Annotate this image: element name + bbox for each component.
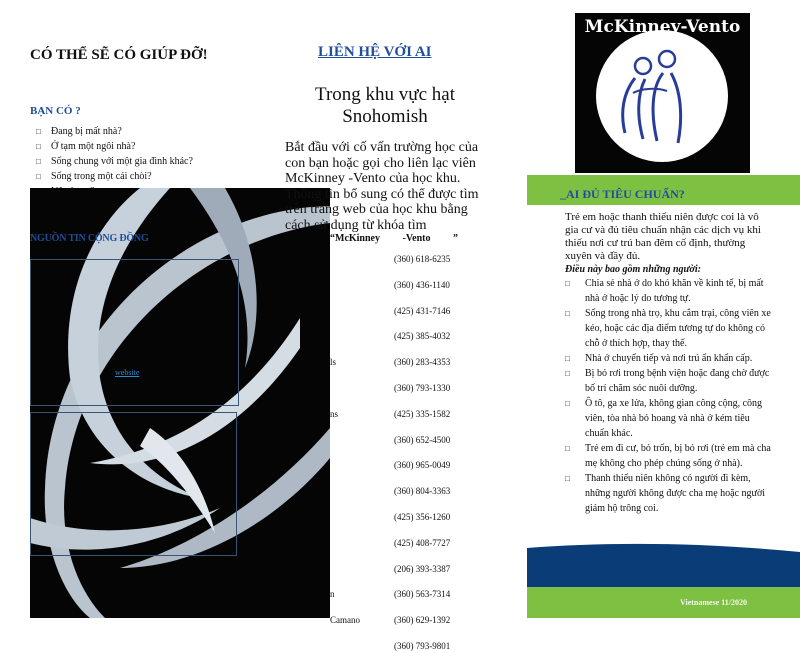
mckinney-vento-logo [575, 13, 750, 173]
footer-band [527, 587, 800, 618]
region-title: Trong khu vực hạt Snohomish [315, 84, 455, 127]
contact-row [330, 460, 460, 472]
eligibility-note: Điều này bao gồm những người: [565, 264, 701, 275]
contact-row [330, 486, 460, 498]
eligibility-heading: _AI ĐỦ TIÊU CHUẨN? [560, 187, 685, 201]
help-title: CÓ THỂ SẼ CÓ GIÚP ĐỠ! [30, 47, 208, 63]
eligibility-intro: Trẻ em hoặc thanh thiếu niên được coi là vô gia cư và đủ tiêu chuẩn nhận các dịch vụ khi thiếu nơi cư trú ban đêm cố định, thường xuyên và đầy đủ. [565, 211, 761, 262]
contact-phone: (360) 652-4500 [394, 434, 451, 445]
contact-intro: Bắt đầu với cố vấn trường học của con bạn hoặc gọi cho liên lạc viên McKinney -Vento của học khu. Thông tin bổ sung có thể được tìm trên trang web của học khu bằng cách sử dụng từ khóa tìm [285, 140, 479, 233]
contact-row [330, 357, 460, 369]
eligibility-item: □ Nhà ở chuyển tiếp và nơi trú ẩn khẩn cấp. [565, 351, 773, 366]
logo-title: McKinney-Vento [584, 17, 741, 37]
contact-phone: (360) 965-0049 [394, 460, 451, 471]
contact-phone: (360) 283-4353 [394, 357, 451, 368]
contact-name: Camano [330, 615, 360, 626]
contact-phone: (360) 436-1140 [394, 279, 450, 290]
resources-heading: NGUỒN TIN CỘNG ĐỒNG [30, 233, 149, 244]
website-link[interactable]: website [115, 368, 140, 377]
contact-row [330, 564, 460, 576]
eligibility-item: □ Trẻ em đi cư, bỏ trốn, bị bỏ rơi (trẻ em mà cha mẹ không cho phép chúng sống ở nhà). [565, 441, 773, 471]
question-item: □ Ở tạm một ngôi nhà? [36, 139, 276, 154]
contact-phone: (360) 793-1330 [394, 383, 451, 393]
contact-phone: (206) 393-3387 [394, 563, 451, 574]
contact-row [330, 615, 460, 627]
questions-heading: BẠN CÓ ? [30, 105, 81, 117]
contact-phone: (360) 793-9801 [394, 641, 451, 651]
contact-phone: (360) 563-7314 [394, 589, 451, 600]
contact-name: ls [330, 357, 337, 368]
contact-row [330, 435, 460, 447]
eligibility-list [565, 276, 773, 516]
question-item: □ Đang bị mất nhà? [36, 124, 276, 139]
question-item: □ Sống trong một cái chòi? [36, 169, 276, 184]
resource-box-2 [30, 412, 237, 556]
eligibility-item: □ Thanh thiếu niên không có người đi kèm, những người không được cha mẹ hoặc người giám hộ trông coi. [565, 471, 773, 516]
contact-row [330, 306, 460, 318]
contact-heading: LIÊN HỆ VỚI AI [318, 44, 432, 60]
contact-phone: (425) 408-7727 [394, 537, 451, 548]
contact-row [330, 331, 460, 343]
contact-row [330, 254, 460, 266]
contact-phone: (425) 385-4032 [394, 331, 451, 342]
contact-phone: (425) 356-1260 [394, 512, 451, 522]
contact-phone: (425) 431-7146 [394, 305, 451, 316]
contact-row [330, 383, 460, 395]
eligibility-item: □ Bị bỏ rơi trong bệnh viện hoặc đang chờ được bố trí chăm sóc nuôi dưỡng. [565, 366, 773, 396]
contact-row [330, 409, 460, 421]
search-term: “McKinney -Vento ” [330, 233, 458, 244]
footer-wave [527, 540, 800, 590]
family-logo-icon [575, 13, 750, 173]
eligibility-item: □ Chia sẻ nhà ở do khó khăn về kinh tế, bị mất nhà ở hoặc lý do tương tự. [565, 276, 773, 306]
contact-row [330, 538, 460, 550]
contact-phone: (360) 618-6235 [394, 254, 451, 264]
contact-row [330, 280, 460, 292]
contact-phone: (360) 804-3363 [394, 486, 451, 497]
contact-row [330, 641, 460, 653]
contact-name: ns [330, 408, 339, 419]
resource-box-1 [30, 259, 239, 406]
contact-phone: (360) 629-1392 [394, 615, 451, 626]
footer-language-date: Vietnamese 11/2020 [680, 598, 748, 607]
contact-phone: (425) 335-1582 [394, 408, 451, 419]
contact-row [330, 589, 460, 601]
question-item: □ Sống chung với một gia đình khác? [36, 154, 276, 169]
contact-name: n [330, 589, 335, 600]
eligibility-item: □ Ô tô, ga xe lửa, không gian công cộng, công viên, tòa nhà bỏ hoang và nhà ở kém tiêu chuẩn khác. [565, 396, 773, 441]
contact-row [330, 512, 460, 524]
eligibility-item: □ Sống trong nhà trọ, khu cắm trại, công viên xe kéo, hoặc các địa điểm tương tự do không có chỗ ở thích hợp, thay thế. [565, 306, 773, 351]
